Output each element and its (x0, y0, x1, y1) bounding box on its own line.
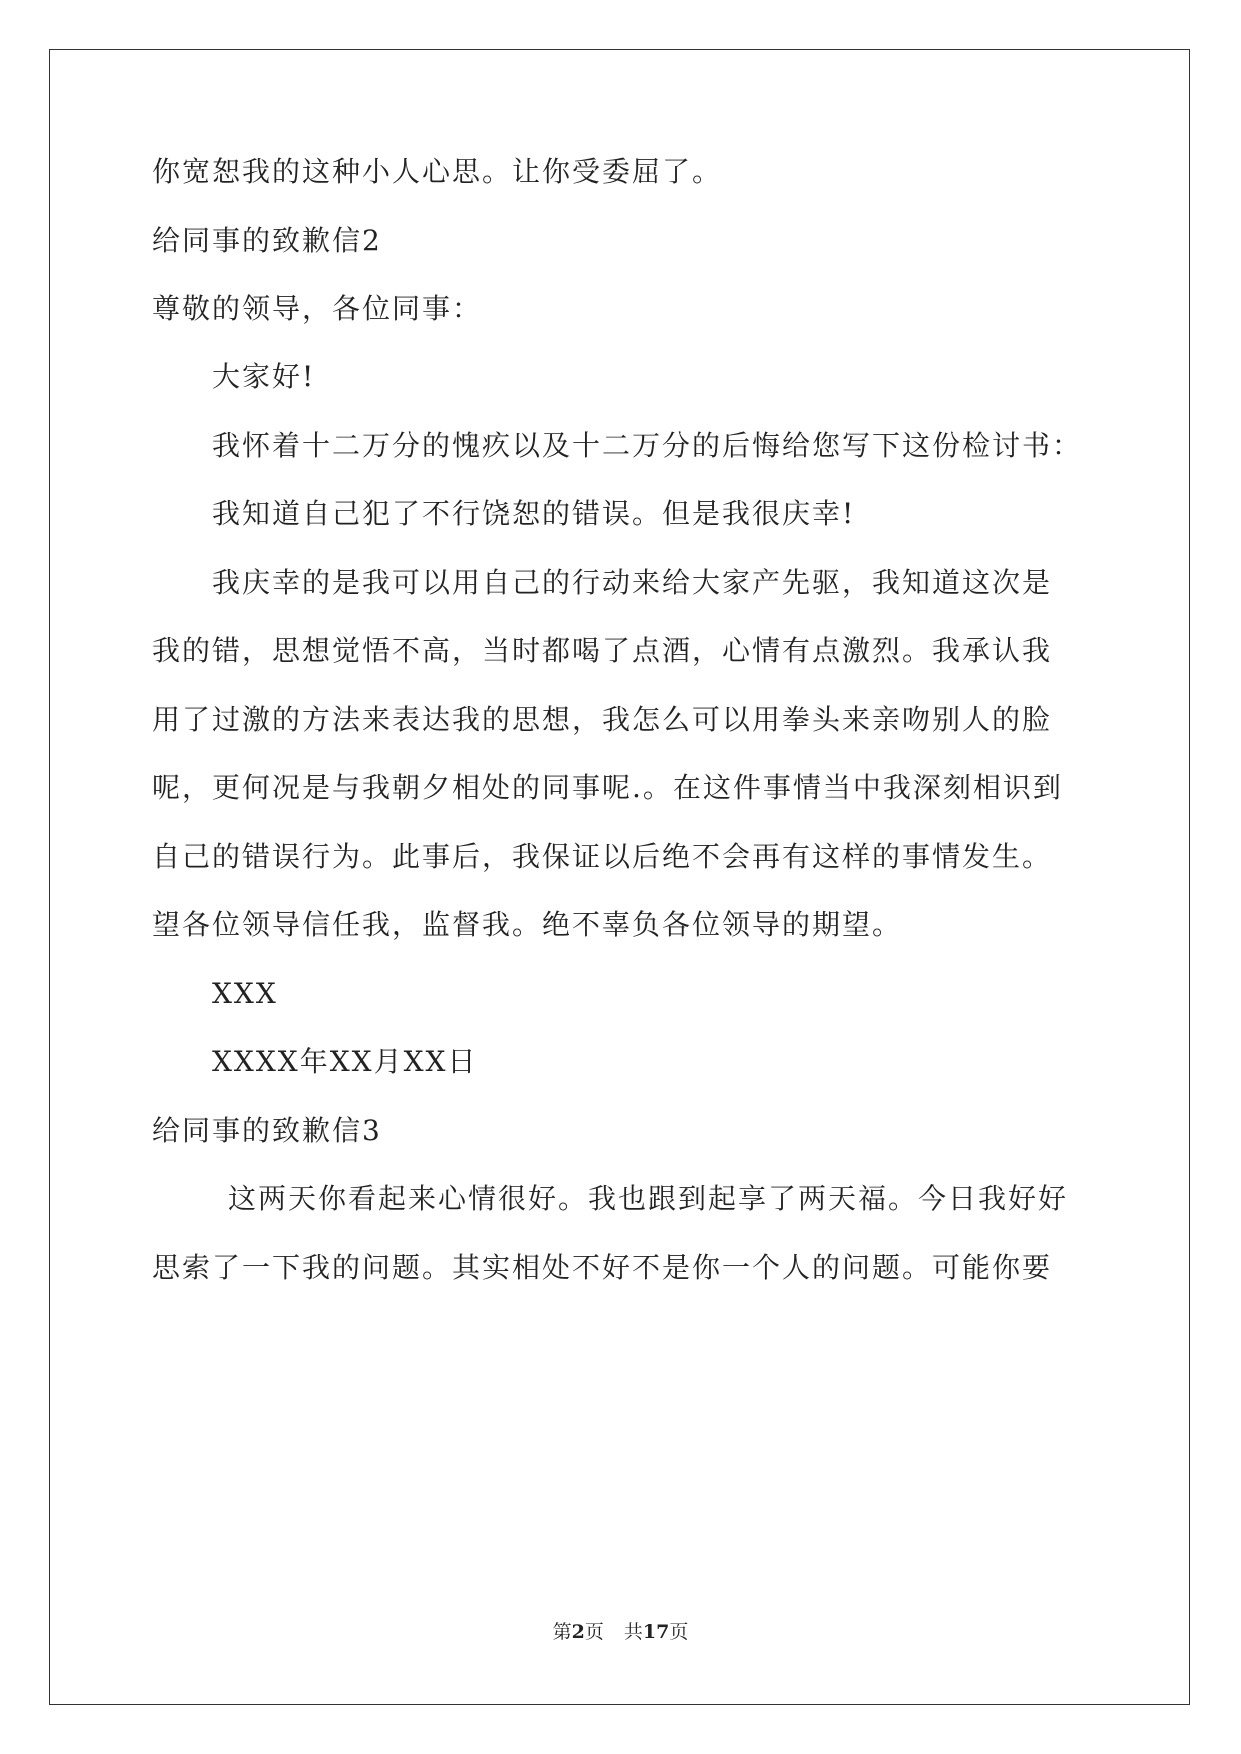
paragraph-line: 望各位领导信任我，监督我。绝不辜负各位领导的期望。 (152, 908, 903, 941)
paragraph-line: 思索了一下我的问题。其实相处不好不是你一个人的问题。可能你要 (152, 1251, 1053, 1284)
paragraph-line: 我庆幸的是我可以用自己的行动来给大家产先驱，我知道这次是 (212, 566, 1053, 599)
total-suffix: 页 (669, 1621, 689, 1643)
salutation: 尊敬的领导，各位同事： (152, 292, 483, 325)
paragraph-line: 这两天你看起来心情很好。我也跟到起享了两天福。今日我好好 (228, 1182, 1069, 1215)
signature-name: XXX (212, 977, 278, 1010)
paragraph-line: 我怀着十二万分的愧疚以及十二万分的后悔给您写下这份检讨书： (212, 429, 1083, 462)
paragraph-line: 呢，更何况是与我朝夕相处的同事呢.。在这件事情当中我深刻相识到 (152, 771, 1063, 804)
paragraph-line: 我的错，思想觉悟不高，当时都喝了点酒，心情有点激烈。我承认我 (152, 634, 1053, 667)
page-current: 2 (571, 1621, 585, 1643)
paragraph-line: 自己的错误行为。此事后，我保证以后绝不会再有这样的事情发生。 (152, 840, 1053, 873)
page-suffix: 页 (584, 1621, 604, 1643)
total-prefix: 共 (623, 1621, 643, 1643)
page-total: 17 (642, 1621, 670, 1643)
page-prefix: 第 (552, 1621, 572, 1643)
paragraph-line: 我知道自己犯了不行饶恕的错误。但是我很庆幸! (212, 497, 856, 530)
page-footer (0, 1620, 1241, 1644)
section-heading-3: 给同事的致歉信3 (152, 1114, 382, 1147)
greeting: 大家好! (212, 360, 316, 393)
signature-date: XXXX年XX月XX日 (212, 1045, 478, 1078)
paragraph-line: 用了过激的方法来表达我的思想，我怎么可以用拳头来亲吻别人的脸 (152, 703, 1053, 736)
section-heading-2: 给同事的致歉信2 (152, 224, 382, 257)
paragraph-line: 你宽恕我的这种小人心思。让你受委屈了。 (152, 155, 723, 188)
